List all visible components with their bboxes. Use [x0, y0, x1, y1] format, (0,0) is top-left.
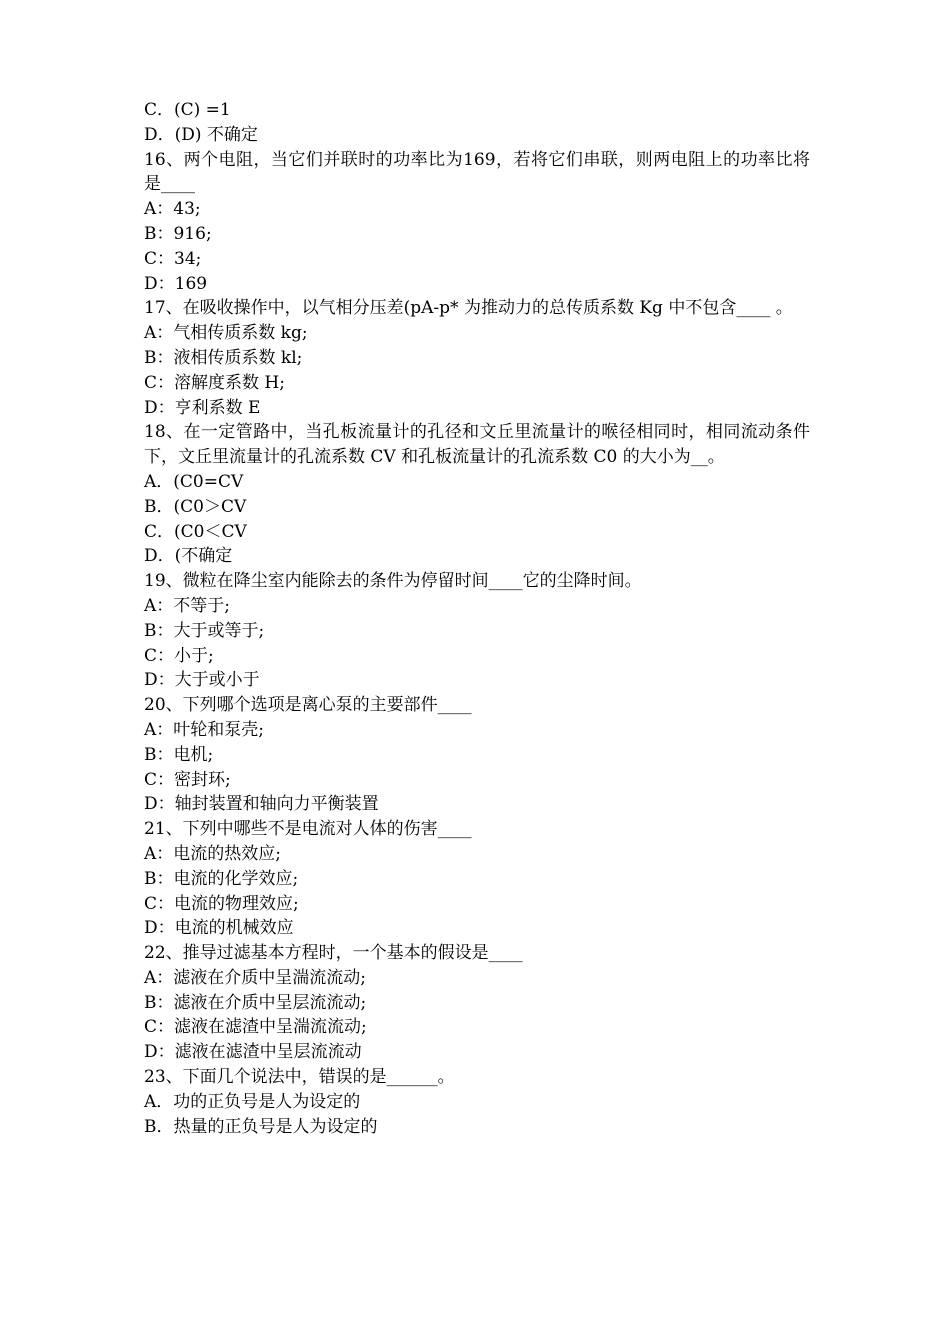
text-line: B：大于或等于;	[144, 620, 265, 641]
text-line: C：溶解度系数 H;	[144, 372, 285, 393]
text-line: 22、推导过滤基本方程时，一个基本的假设是____	[144, 943, 523, 964]
text-line: C：34;	[144, 248, 202, 269]
text-line: A．(C0=CV	[144, 471, 244, 492]
text-line: B：916;	[144, 223, 212, 244]
text-line: D．(不确定	[144, 546, 233, 567]
text-line: 17、在吸收操作中，以气相分压差(pA-p* 为推动力的总传质系数 Kg 中不包含____ 。	[144, 298, 793, 319]
text-line: C．(C) =1	[144, 100, 231, 120]
text-line: B：电流的化学效应;	[144, 868, 299, 889]
text-line: 20、下列哪个选项是离心泵的主要部件____	[144, 695, 472, 716]
document-text-body	[144, 98, 810, 1139]
text-line: D：轴封装置和轴向力平衡装置	[144, 794, 379, 815]
text-line: B：电机;	[144, 744, 214, 765]
text-line: C．(C0＜CV	[144, 521, 247, 542]
text-line: 21、下列中哪些不是电流对人体的伤害____	[144, 819, 472, 840]
text-line: 19、微粒在降尘室内能除去的条件为停留时间____它的尘降时间。	[144, 571, 642, 592]
text-line: 16、两个电阻，当它们并联时的功率比为169，若将它们串联，则两电阻上的功率比将是____	[144, 149, 810, 195]
text-line: D．(D) 不确定	[144, 124, 258, 145]
text-line: C：密封环;	[144, 769, 231, 790]
text-line: A：不等于;	[144, 595, 231, 616]
text-line: B．(C0＞CV	[144, 496, 247, 517]
text-line: B．热量的正负号是人为设定的	[144, 1116, 378, 1137]
text-line: A：叶轮和泵壳;	[144, 719, 265, 740]
text-line: D：169	[144, 273, 208, 294]
text-line: A：43;	[144, 199, 201, 220]
text-line: 18、在一定管路中，当孔板流量计的孔径和文丘里流量计的喉径相同时，相同流动条件下，文丘里流量计的孔流系数 CV 和孔板流量计的孔流系数 C0 的大小为__。	[144, 422, 810, 468]
text-line: D：亨利系数 E	[144, 397, 261, 418]
text-line: A．功的正负号是人为设定的	[144, 1091, 361, 1112]
text-line: D：滤液在滤渣中呈层流流动	[144, 1042, 362, 1063]
text-line: C：小于;	[144, 645, 214, 666]
text-line: B：液相传质系数 kl;	[144, 347, 303, 368]
text-line: C：电流的物理效应;	[144, 893, 299, 914]
text-line: D：电流的机械效应	[144, 918, 294, 939]
text-line: B：滤液在介质中呈层流流动;	[144, 992, 367, 1013]
text-line: A：电流的热效应;	[144, 843, 282, 864]
text-line: 23、下面几个说法中，错误的是______。	[144, 1067, 455, 1088]
text-line: D：大于或小于	[144, 670, 260, 691]
text-line: A：气相传质系数 kg;	[144, 323, 308, 344]
text-line: C：滤液在滤渣中呈湍流流动;	[144, 1017, 367, 1038]
text-line: A：滤液在介质中呈湍流流动;	[144, 967, 367, 988]
